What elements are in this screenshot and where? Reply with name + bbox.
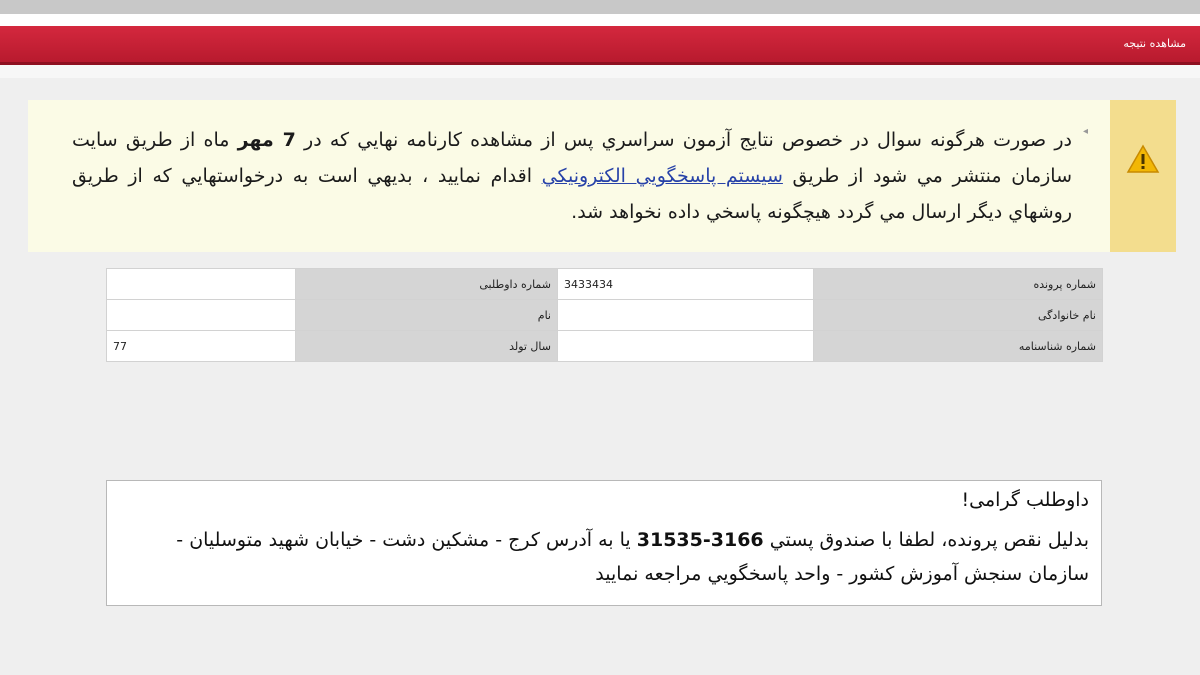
browser-top-strip <box>0 0 1200 14</box>
top-spacer <box>0 14 1200 26</box>
first-name-value <box>107 300 296 331</box>
candidate-info-table <box>106 268 1103 362</box>
notice-text-part1: در صورت هرگونه سوال در خصوص نتایج آزمون سراسري پس از مشاهده کارنامه نهايي که در <box>304 129 1072 151</box>
candidate-number-label: شماره داوطلبی <box>296 269 558 300</box>
warning-triangle-icon <box>1126 144 1160 174</box>
message-title: داوطلب گرامی! <box>961 489 1089 511</box>
message-text-part1: بدلیل نقص پرونده، لطفا با صندوق پستي <box>769 529 1089 551</box>
page-header <box>0 26 1200 65</box>
message-text-part2: يا به آدرس کرج - مشکين دشت - خيابان شهيد متوسليان - سازمان سنجش آموزش کشور - واحد پاسخگويي مراجعه نماييد <box>176 529 1089 585</box>
first-name-label: نام <box>296 300 558 331</box>
birth-year-value: 77 <box>107 331 296 362</box>
notice-text <box>72 122 1072 230</box>
page-title: مشاهده نتیجه <box>1123 37 1186 50</box>
last-name-label: نام خانوادگی <box>814 300 1103 331</box>
table-row <box>107 269 1103 300</box>
id-number-value <box>558 331 814 362</box>
message-body <box>123 523 1089 591</box>
notice-text-part3: اقدام نماييد ، بديهي است به درخواستهايي که از طريق روشهاي ديگر ارسال مي گردد هيچگونه پاسخي داده نخواهد شد. <box>72 165 1072 223</box>
electronic-support-link[interactable]: سيستم پاسخگويي الکترونيکي <box>541 165 783 187</box>
candidate-number-value <box>107 269 296 300</box>
notice-icon-panel <box>1110 100 1176 252</box>
notice-bullet-icon: ◂ <box>1082 126 1088 137</box>
notice-date: 7 مهر <box>237 129 296 151</box>
warning-notice <box>28 100 1176 252</box>
table-row <box>107 300 1103 331</box>
file-number-label: شماره پرونده <box>814 269 1103 300</box>
id-number-label: شماره شناسنامه <box>814 331 1103 362</box>
last-name-value <box>558 300 814 331</box>
candidate-message-box <box>106 480 1102 606</box>
birth-year-label: سال تولد <box>296 331 558 362</box>
po-box-number: 3166-31535 <box>636 529 764 551</box>
notice-text-part2: ماه از طريق سايت سازمان منتشر مي شود از طريق <box>72 129 1073 187</box>
main-content <box>0 78 1200 675</box>
file-number-value: 3433434 <box>558 269 814 300</box>
table-row <box>107 331 1103 362</box>
